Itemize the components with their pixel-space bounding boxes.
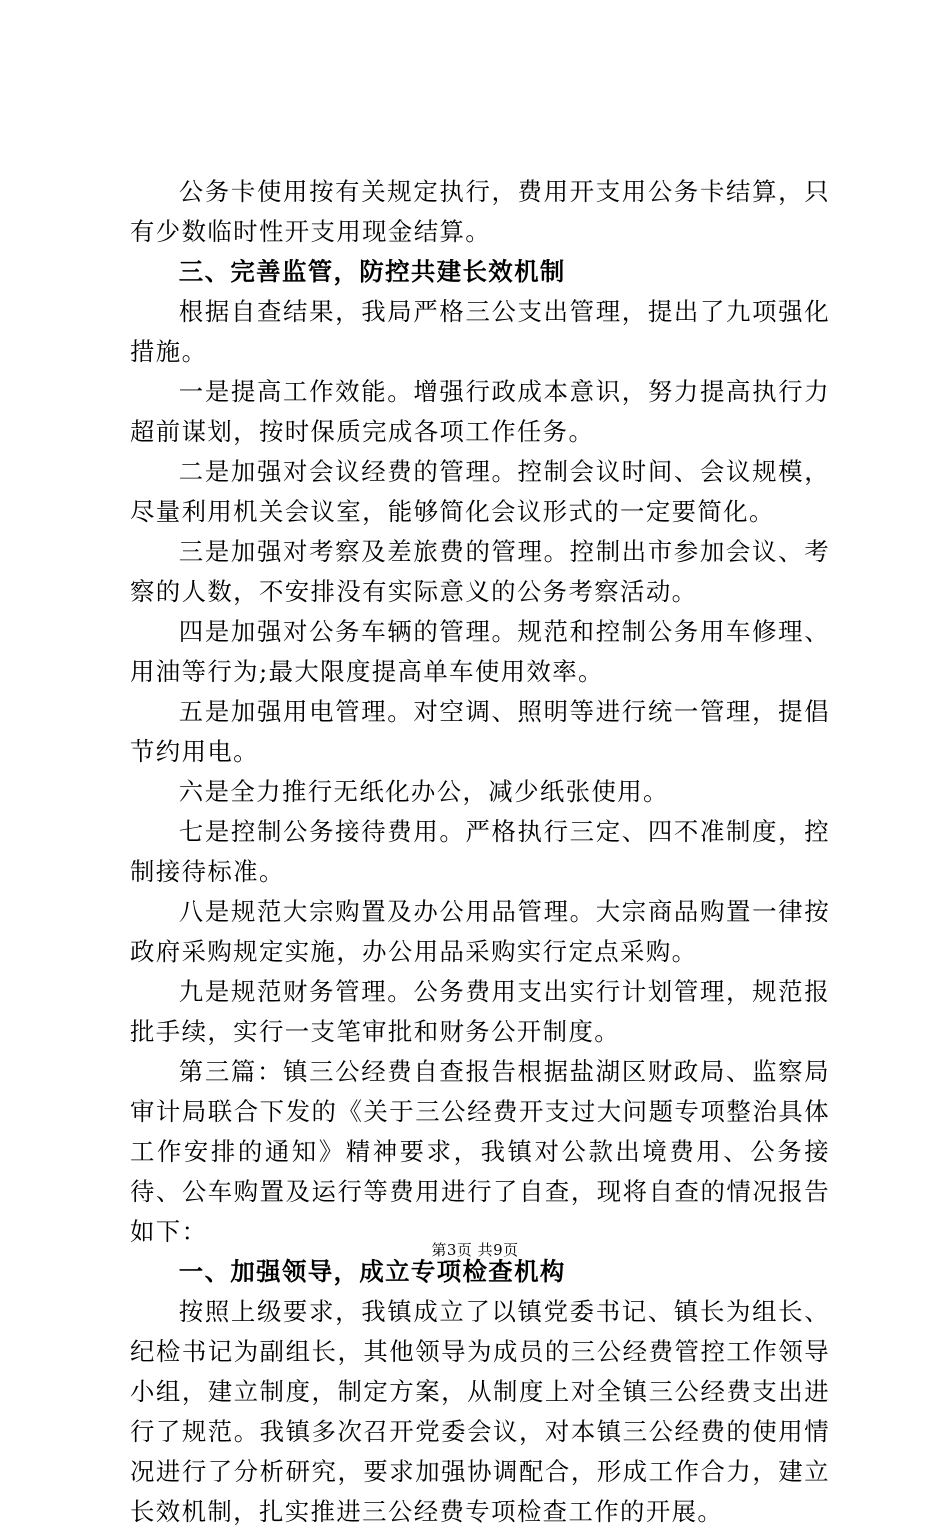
page-footer — [0, 1240, 950, 1260]
paragraph-measure-7: 七是控制公务接待费用。严格执行三定、四不准制度，控制接待标准。 — [130, 817, 830, 886]
paragraph-part-three-intro: 第三篇：镇三公经费自查报告根据盐湖区财政局、监察局审计局联合下发的《关于三公经费开支过大问题专项整治具体工作安排的通知》精神要求，我镇对公款出境费用、公务接待、公车购置及运行等费用进行了自查，现将自查的情况报告如下： — [130, 1057, 830, 1246]
paragraph-measure-1: 一是提高工作效能。增强行政成本意识，努力提高执行力超前谋划，按时保质完成各项工作任务。 — [130, 377, 830, 446]
paragraph-official-card: 公务卡使用按有关规定执行，费用开支用公务卡结算，只有少数临时性开支用现金结算。 — [130, 177, 830, 246]
section-heading-leadership: 一、加强领导，成立专项检查机构 — [178, 1257, 566, 1286]
paragraph-measure-3: 三是加强对考察及差旅费的管理。控制出市参加会议、考察的人数，不安排没有实际意义的公务考察活动。 — [130, 537, 830, 606]
page-number: 第3页 共9页 — [431, 1241, 519, 1259]
paragraph-leadership-group: 按照上级要求，我镇成立了以镇党委书记、镇长为组长、纪检书记为副组长，其他领导为成员的三公经费管控工作领导小组，建立制度，制定方案，从制度上对全镇三公经费支出进行了规范。我镇多次召开党委会议，对本镇三公经费的使用情况进行了分析研究，要求加强协调配合，形成工作合力，建立长效机制，扎实推进三公经费专项检查工作的开展。 — [130, 1297, 830, 1526]
paragraph-measure-5: 五是加强用电管理。对空调、照明等进行统一管理，提倡节约用电。 — [130, 697, 830, 766]
paragraph-measure-2: 二是加强对会议经费的管理。控制会议时间、会议规模，尽量利用机关会议室，能够简化会议形式的一定要简化。 — [130, 457, 830, 526]
paragraph-nine-measures: 根据自查结果，我局严格三公支出管理，提出了九项强化措施。 — [130, 297, 830, 366]
paragraph-measure-9: 九是规范财务管理。公务费用支出实行计划管理，规范报批手续，实行一支笔审批和财务公开制度。 — [130, 977, 830, 1046]
paragraph-measure-8: 八是规范大宗购置及办公用品管理。大宗商品购置一律按政府采购规定实施，办公用品采购实行定点采购。 — [130, 897, 830, 966]
section-heading-supervision: 三、完善监管，防控共建长效机制 — [178, 257, 566, 286]
document-body — [130, 172, 830, 1532]
paragraph-measure-4: 四是加强对公务车辆的管理。规范和控制公务用车修理、用油等行为;最大限度提高单车使用效率。 — [130, 617, 830, 686]
paragraph-measure-6: 六是全力推行无纸化办公，减少纸张使用。 — [178, 777, 669, 806]
